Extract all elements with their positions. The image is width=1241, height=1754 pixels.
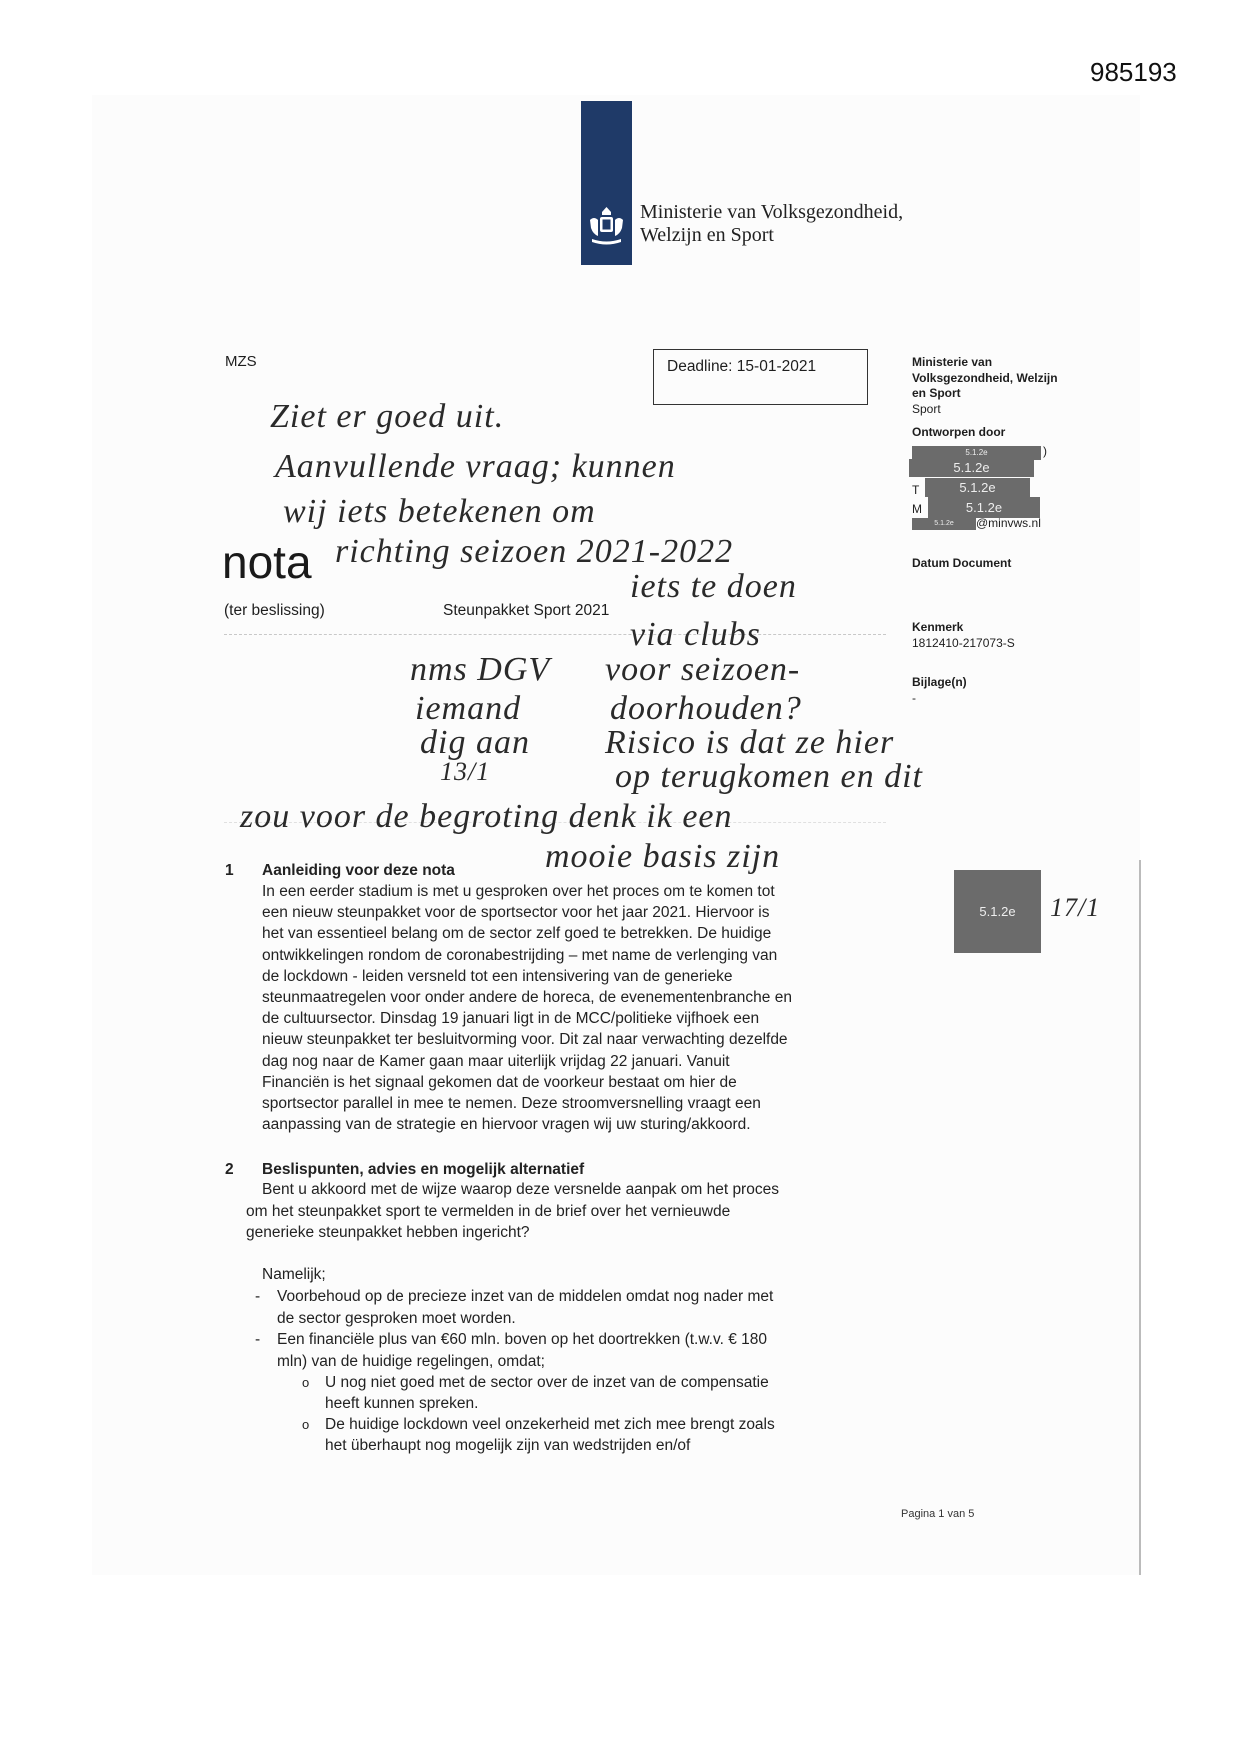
section-heading: Aanleiding voor deze nota (262, 862, 455, 879)
email-domain: @minvws.nl (976, 516, 1041, 530)
handwritten-note: Ziet er goed uit. (270, 398, 505, 435)
document-type: nota (222, 536, 312, 588)
handwritten-note: zou voor de begroting denk ik een (240, 798, 733, 835)
paragraph-line: een nieuw steunpakket voor de sportsector voor het jaar 2021. Hiervoor is (262, 904, 770, 922)
date-label: Datum Document (912, 556, 1012, 570)
page-edge-line (1139, 860, 1141, 1575)
mobile-label: M (912, 502, 922, 516)
paragraph-line: ontwikkelingen rondom de coronabestrijding – met name de verlenging van (262, 946, 778, 964)
redaction-phone: 5.1.2e (925, 478, 1030, 497)
bullet-text: Een financiële plus van €60 mln. boven op het doortrekken (t.w.v. € 180 (277, 1331, 767, 1348)
handwritten-note: mooie basis zijn (545, 838, 781, 875)
section-heading: Beslispunten, advies en mogelijk alternatief (262, 1161, 585, 1178)
handwritten-note: dig aan (420, 724, 530, 761)
handwritten-note: wij iets betekenen om (283, 493, 596, 530)
deadline-box (653, 349, 868, 405)
handwritten-note: 13/1 (440, 757, 491, 786)
page-number: Pagina 1 van 5 (901, 1508, 975, 1520)
handwritten-note: doorhouden? (610, 690, 802, 727)
ministry-name (640, 201, 903, 247)
org-line3: en Sport (912, 386, 961, 400)
paragraph-line: steunmaatregelen voor onder andere de horeca, de evenementenbranche en (262, 989, 792, 1006)
handwritten-note: 17/1 (1050, 893, 1101, 922)
ministry-logo (581, 101, 632, 265)
org-line2: Volksgezondheid, Welzijn (912, 370, 1058, 385)
bullet-text: mln) van de huidige regelingen, omdat; (277, 1352, 545, 1370)
ministry-name-line1: Ministerie van Volksgezondheid, (640, 201, 904, 223)
attachments-value: - (912, 691, 916, 705)
redaction-name: 5.1.2e (909, 459, 1034, 477)
org-line1: Ministerie van (912, 355, 993, 369)
attachments-label: Bijlage(n) (912, 675, 967, 689)
handwritten-note: iemand (415, 690, 522, 727)
sender-block (912, 355, 1058, 441)
handwritten-note: richting seizoen 2021-2022 (335, 533, 734, 570)
deadline-text: Deadline: 15-01-2021 (667, 358, 817, 375)
paragraph-line: de lockdown - leiden versneld tot een intensivering van de generieke (262, 967, 733, 985)
paragraph-line: sportsector parallel in mee te nemen. Deze stroomversnelling vraagt een (262, 1095, 761, 1112)
section-number: 1 (225, 862, 234, 879)
document-subtype: (ter beslissing) (224, 602, 325, 619)
paragraph-line: nieuw steunpakket ter besluitvorming voor. Dit zal naar verwachting dezelfde (262, 1031, 788, 1049)
handwritten-note: Aanvullende vraag; kunnen (275, 448, 676, 485)
bullet-text: Voorbehoud op de precieze inzet van de middelen omdat nog nader met (277, 1288, 774, 1305)
department: Sport (912, 401, 941, 416)
paragraph-line: In een eerder stadium is met u gesproken over het proces om te komen tot (262, 883, 775, 900)
handwritten-note: voor seizoen- (605, 651, 801, 688)
document-number: 985193 (1090, 57, 1177, 87)
redaction-name-small: 5.1.2e (912, 446, 1041, 460)
redaction-signature: 5.1.2e (954, 870, 1041, 953)
royal-crest-icon (588, 206, 625, 248)
paragraph-line: het van essentieel belang om de sector zelf goed te betrekken. De huidige (262, 925, 772, 943)
section-number: 2 (225, 1161, 234, 1178)
paragraph-line: dag nog naar de Kamer gaan maar uiterlijk vrijdag 22 januari. Vanuit (262, 1052, 730, 1070)
paren: ) (1043, 444, 1047, 458)
designed-by-label: Ontworpen door (912, 425, 1006, 439)
handwritten-note: iets te doen (630, 568, 797, 605)
bullet-marker: - (255, 1331, 261, 1348)
reference-label: Kenmerk (912, 620, 964, 634)
redaction-mobile: 5.1.2e (928, 497, 1040, 518)
paragraph-line: Bent u akkoord met de wijze waarop deze versnelde aanpak om het proces (262, 1181, 779, 1198)
sub-bullet-text: heeft kunnen spreken. (325, 1395, 479, 1412)
addressee: MZS (225, 353, 257, 370)
paragraph-line: de cultuursector. Dinsdag 19 januari ligt in de MCC/politieke vijfhoek een (262, 1010, 760, 1028)
list-intro: Namelijk; (262, 1266, 326, 1283)
handwritten-note: nms DGV (410, 651, 551, 688)
sub-bullet-marker: o (302, 1417, 310, 1432)
phone-label: T (912, 483, 920, 497)
divider (224, 634, 886, 635)
bullet-marker: - (255, 1288, 261, 1305)
document-subject: Steunpakket Sport 2021 (443, 602, 610, 619)
sub-bullet-text: De huidige lockdown veel onzekerheid met zich mee brengt zoals (325, 1416, 775, 1433)
handwritten-note: Risico is dat ze hier (605, 724, 895, 761)
handwritten-note: op terugkomen en dit (615, 758, 923, 795)
sub-bullet-text: U nog niet goed met de sector over de inzet van de compensatie (325, 1374, 769, 1391)
sub-bullet-text: het überhaupt nog mogelijk zijn van wedstrijden en/of (325, 1437, 691, 1454)
bullet-text: de sector gesproken moet worden. (277, 1309, 516, 1327)
sub-bullet-marker: o (302, 1375, 310, 1390)
paragraph-line: aanpassing van de strategie en hiervoor vragen wij uw sturing/akkoord. (262, 1116, 751, 1134)
ministry-name-line2: Welzijn en Sport (640, 224, 774, 246)
reference-value: 1812410-217073-S (912, 636, 1015, 650)
redaction-email: 5.1.2e (912, 518, 976, 530)
handwritten-note: via clubs (630, 616, 761, 653)
paragraph-line: om het steunpakket sport te vermelden in de brief over het vernieuwde (246, 1202, 731, 1220)
paragraph-line: Financiën is het signaal gekomen dat de voorkeur bestaat om hier de (262, 1073, 737, 1091)
paragraph-line: generieke steunpakket hebben ingericht? (246, 1224, 530, 1241)
